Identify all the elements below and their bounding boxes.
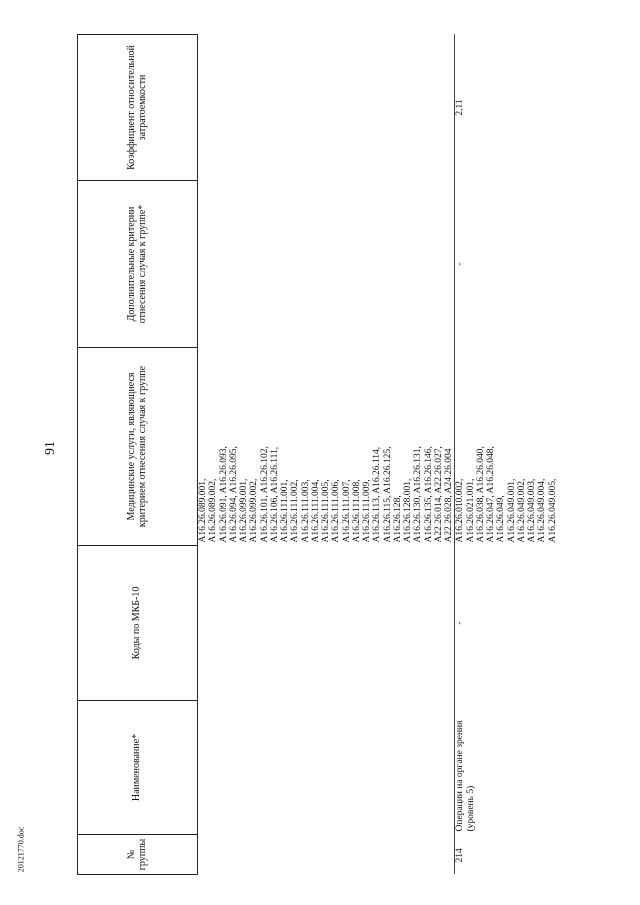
header-medical-services: Медицинские услуги, являющиеся критерием отнесения случая к группе	[78, 348, 198, 546]
table-row-214	[455, 35, 640, 875]
service-code-line: A16.26.049.004,	[537, 478, 548, 543]
header-name: Наименование*	[78, 701, 198, 835]
service-code-line: A16.26.049.003,	[527, 478, 537, 543]
service-code-line: A16.26.101, A16.26.102,	[259, 446, 270, 543]
rotated-table-container	[77, 35, 607, 875]
service-code-line: A16.26.115, A16.26.125,	[382, 446, 393, 543]
service-code-line: A16.26.111.001,	[280, 479, 290, 543]
table-row-continuation	[198, 35, 455, 875]
service-code-line: A16.26.099.002,	[249, 478, 260, 543]
service-code-line: A22.26.028, A24.26.004	[444, 448, 454, 543]
service-code-line: A16.26.111.004,	[310, 479, 321, 543]
service-code-line: A16.26.049.002,	[516, 478, 527, 543]
continuation-service-codes	[198, 348, 455, 546]
service-code-line: A16.26.089.001,	[198, 478, 208, 543]
coefficient-cell: 2,11	[455, 99, 466, 116]
service-code-line: A16.26.049,	[496, 495, 507, 543]
service-code-line: A16.26.135, A16.26.146,	[423, 446, 434, 543]
service-code-line: A16.26.106, A16.26.111,	[269, 446, 280, 543]
service-codes-cell	[455, 348, 640, 546]
service-code-line: A16.26.010.002,	[455, 478, 466, 543]
header-group-number: № группы	[78, 835, 198, 875]
group-name-cell: Операции на органе зрения (уровень 5)	[455, 720, 476, 832]
service-code-line: A22.26.014, A22.26.027,	[433, 446, 444, 543]
service-code-line: A16.26.111.009,	[362, 479, 372, 543]
service-code-line: A16.26.113, A16.26.114,	[372, 446, 383, 543]
service-code-line: A16.26.094, A16.26.095,	[228, 446, 239, 543]
header-coefficient: Коэффициент относительной затратоемкости	[78, 35, 198, 181]
service-code-line: A16.26.111.006,	[331, 479, 342, 543]
table-header-row	[78, 35, 198, 875]
service-code-line: A16.26.089.002,	[208, 478, 219, 543]
page-number: 91	[43, 441, 58, 455]
service-code-line: A16.26.128.001,	[403, 478, 413, 543]
service-code-line: A16.26.111.002,	[290, 479, 301, 543]
service-code-line: A16.26.049.001,	[506, 478, 517, 543]
service-code-line: A16.26.099.001,	[239, 478, 249, 543]
service-code-line: A16.26.049.005,	[547, 478, 558, 543]
header-extra-criteria: Дополнительные критерии отнесения случая к группе*	[78, 181, 198, 348]
service-code-line: A16.26.111.005,	[321, 479, 331, 543]
icd-codes-cell: -	[455, 621, 466, 625]
service-code-line: A16.26.038, A16.26.040,	[475, 446, 486, 543]
service-code-line: A16.26.111.007,	[341, 479, 352, 543]
document-footer: 20121770.doc	[16, 826, 26, 873]
service-code-line: A16.26.021.001,	[465, 478, 476, 543]
service-code-line: A16.26.091, A16.26.093,	[218, 446, 229, 543]
service-code-line: A16.26.047, A16.26.048,	[486, 446, 496, 543]
extra-criteria-cell: -	[455, 262, 466, 266]
service-code-line: A16.26.128,	[392, 495, 403, 543]
service-code-line: A16.26.111.003,	[300, 479, 311, 543]
header-icd-codes: Коды по МКБ-10	[78, 546, 198, 701]
service-code-line: A16.26.130, A16.26.131,	[413, 446, 424, 543]
group-number-cell: 214	[455, 848, 466, 863]
service-code-line: A16.26.111.008,	[351, 479, 362, 543]
tariff-groups-table	[77, 34, 640, 875]
